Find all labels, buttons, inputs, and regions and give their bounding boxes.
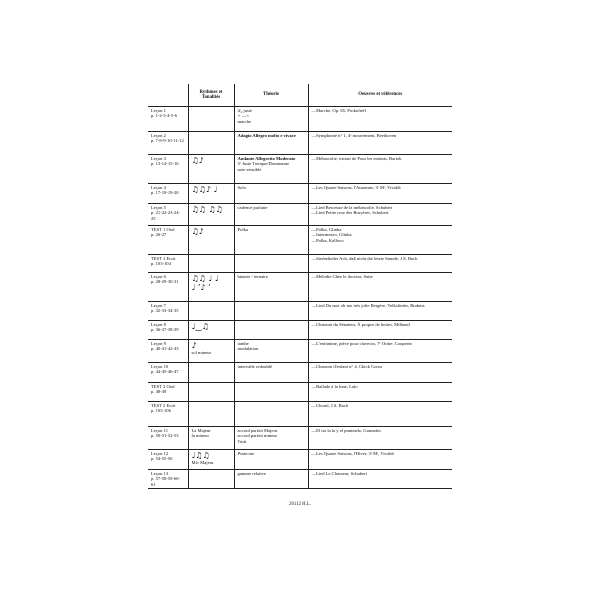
- theory-item: ⌢ —⌢: [237, 113, 250, 119]
- tonality-label: la mineur: [191, 433, 209, 439]
- lesson-cell: [148, 402, 188, 427]
- theory-cell: [234, 402, 308, 427]
- work-reference: —Chanson du Sénateur, À propos de bottes, Milhaud: [311, 322, 410, 327]
- lesson-cell: [148, 383, 188, 402]
- theory-cell: [234, 340, 308, 363]
- page-footer: 26112 H.L.: [289, 502, 311, 507]
- lesson-title: Leçon 3: [151, 156, 166, 161]
- rhythm-cell: [188, 321, 234, 340]
- theory-item: cadence parfaite: [237, 205, 268, 210]
- table-row: [148, 155, 452, 184]
- lesson-title: Leçon 13: [151, 471, 169, 476]
- table-row: [148, 273, 452, 302]
- rhythm-cell: [188, 204, 234, 226]
- table-row: [148, 132, 452, 155]
- works-cell: [308, 427, 452, 450]
- lesson-cell: [148, 340, 188, 363]
- theory-item: Solo: [237, 185, 246, 190]
- rhythm-cell: [188, 107, 234, 132]
- rhythm-notation: ♩♫♫: [191, 451, 210, 460]
- lesson-cell: [148, 204, 188, 226]
- table-row: [148, 302, 452, 321]
- rhythm-notation: ♫♪: [191, 156, 204, 165]
- work-reference: —Marche, Op. 65, Prokofieff: [311, 108, 367, 113]
- lesson-title: Leçon 7: [151, 303, 166, 308]
- works-cell: [308, 302, 452, 321]
- lesson-cell: [148, 470, 188, 489]
- rhythm-notation: ♫♪: [191, 227, 204, 236]
- lesson-title: TEST 2 Ecrit: [151, 403, 176, 408]
- rhythm-notation: ♪: [191, 341, 197, 350]
- lesson-title: TEST 1 Oral: [151, 227, 175, 232]
- work-reference: —Lied Berceuse de la mélancolie, Schubert: [311, 205, 393, 210]
- work-reference: —Intermezzo, Glinka: [311, 232, 352, 238]
- table-row: [148, 184, 452, 204]
- lesson-cell: [148, 273, 188, 302]
- works-cell: [308, 255, 452, 273]
- lesson-title: Leçon 11: [151, 428, 169, 433]
- lesson-pages: p. 54-55-56: [151, 456, 173, 462]
- theory-item: iambe: [237, 341, 249, 346]
- theory-item: Polka: [237, 227, 248, 232]
- work-reference: —Mélancolie, extrait de Pour les enfants, Bartok: [311, 156, 402, 161]
- theory-item: Pizzicato: [237, 451, 255, 456]
- works-cell: [308, 204, 452, 226]
- lesson-cell: [148, 302, 188, 321]
- work-reference: —Mélodie Chez le docteur, Satie: [311, 274, 373, 279]
- header-theory: Théorie: [234, 84, 308, 107]
- theory-cell: [234, 184, 308, 204]
- lesson-title: Leçon 12: [151, 451, 169, 456]
- table-row: [148, 255, 452, 273]
- theory-item: Andante Allegretto Moderato: [237, 156, 296, 161]
- lesson-cell: [148, 255, 188, 273]
- lesson-title: Leçon 8: [151, 322, 166, 327]
- theory-cell: [234, 204, 308, 226]
- table-row: [148, 107, 452, 132]
- table-row: [148, 340, 452, 363]
- lesson-pages: p. 57-58-59-60-61: [151, 476, 181, 487]
- theory-cell: [234, 226, 308, 255]
- theory-cell: [234, 450, 308, 470]
- theory-cell: [234, 302, 308, 321]
- theory-cell: [234, 363, 308, 383]
- rhythm-cell: [188, 132, 234, 155]
- lesson-cell: [148, 184, 188, 204]
- lesson-pages: p. 28-29-30-31: [151, 279, 179, 285]
- theory-cell: [234, 470, 308, 489]
- lesson-cell: [148, 132, 188, 155]
- rhythm-cell: [188, 427, 234, 450]
- works-cell: [308, 226, 452, 255]
- work-reference: —L'enfantine, pièce pour clavecin, 7ᵉ Ordre, Couperin: [311, 341, 412, 346]
- work-reference: —Ballade à la lune, Lalo: [311, 384, 358, 389]
- theory-item: Tutti: [237, 438, 247, 444]
- work-reference: —Lied Du moi oh mo très jolie Bergère, Volkslieder, Brahms: [311, 303, 425, 308]
- work-reference: —Lied Petite rose des Bruyères, Schubert: [311, 210, 389, 216]
- lesson-pages: p. 26-27: [151, 232, 167, 238]
- works-cell: [308, 470, 452, 489]
- works-cell: [308, 450, 452, 470]
- works-cell: [308, 155, 452, 184]
- lesson-title: Leçon 4: [151, 185, 166, 190]
- rhythm-cell: [188, 273, 234, 302]
- lesson-title: Leçon 2: [151, 133, 166, 138]
- work-reference: —Polka, Kalliwo: [311, 237, 344, 243]
- table-row: [148, 321, 452, 340]
- rhythm-notation: ♩‿♫: [191, 322, 209, 331]
- rhythm-notation: ♩ ’♪ ’: [191, 283, 211, 292]
- work-reference: —Sterbelieder Ach, daß nicht die letzte Stunde, J.S. Bach: [311, 256, 418, 261]
- works-cell: [308, 184, 452, 204]
- rhythm-cell: [188, 226, 234, 255]
- lesson-pages: p. 36-37-38-39: [151, 327, 179, 333]
- theory-item: gamme relative: [237, 471, 266, 476]
- lesson-cell: [148, 226, 188, 255]
- theory-item: accord parfait mineur: [237, 433, 278, 439]
- work-reference: —Lied Le Chasseur, Schubert: [311, 471, 367, 476]
- lesson-pages: p. 50-51-52-53: [151, 433, 179, 439]
- rhythm-cell: [188, 402, 234, 427]
- table-row: [148, 204, 452, 226]
- table-row: [148, 402, 452, 427]
- table-row: [148, 470, 452, 489]
- theory-item: modulation: [237, 346, 259, 352]
- lesson-title: Leçon 5: [151, 205, 166, 210]
- lesson-title: Leçon 6: [151, 274, 166, 279]
- lesson-pages: p. 21-22-23-24-25: [151, 210, 181, 221]
- table-row: [148, 383, 452, 402]
- lesson-pages: p. 48-49: [151, 389, 167, 395]
- works-cell: [308, 132, 452, 155]
- theory-item: intervalle redoublé: [237, 364, 273, 369]
- work-reference: —El tra la la y el punteado, Granados: [311, 428, 381, 433]
- lesson-title: Leçon 10: [151, 364, 169, 369]
- theory-item: marche: [237, 118, 252, 124]
- theory-item: 4⁄₄ juste: [237, 108, 252, 113]
- theory-cell: [234, 321, 308, 340]
- rhythm-cell: [188, 184, 234, 204]
- table-row: [148, 226, 452, 255]
- rhythm-cell: [188, 363, 234, 383]
- work-reference: —Polka, Glinka: [311, 227, 342, 232]
- theory-item: note sensible: [237, 166, 262, 172]
- works-cell: [308, 363, 452, 383]
- theory-cell: [234, 155, 308, 184]
- header-lesson: [148, 84, 188, 107]
- theory-item: accord parfait Majeur: [237, 428, 278, 433]
- table-header-row: [148, 84, 452, 107]
- lesson-pages: p. 105-106: [151, 408, 171, 414]
- tonality-label: Mi♭ Majeur: [191, 460, 214, 465]
- tonality-label: sol mineur: [191, 350, 212, 355]
- works-cell: [308, 321, 452, 340]
- lesson-pages: p. 13-14-15-16: [151, 161, 179, 167]
- lesson-pages: p. 44-45-46-47: [151, 369, 179, 375]
- lesson-title: Leçon 1: [151, 108, 166, 113]
- theory-cell: [234, 132, 308, 155]
- work-reference: —Chanson d'enfant n° 4, Chick Corea: [311, 364, 383, 369]
- rhythm-cell: [188, 470, 234, 489]
- lesson-pages: p. 103-104: [151, 261, 171, 267]
- work-reference: —Les Quatre Saisons, l'Automne, 3ᵉ Mᵗ, Vivaldi: [311, 185, 401, 190]
- header-rhythms: Rythmes et Tonalités: [188, 84, 234, 107]
- table-row: [148, 363, 452, 383]
- lesson-title: TEST 2 Oral: [151, 384, 175, 389]
- theory-item: 5ᵉ Juste Tonique/Dominante: [237, 161, 290, 167]
- rhythm-cell: [188, 155, 234, 184]
- lesson-pages: p. 7-8-9-10-11-12: [151, 138, 184, 144]
- header-works: Oeuvres et références: [308, 84, 452, 107]
- rhythm-notation: ♫♫ ♫♫: [191, 205, 223, 214]
- rhythm-cell: [188, 255, 234, 273]
- lesson-pages: p. 40-41-42-43: [151, 346, 179, 352]
- rhythm-cell: [188, 450, 234, 470]
- rhythm-cell: [188, 340, 234, 363]
- works-cell: [308, 340, 452, 363]
- table-row: [148, 427, 452, 450]
- lesson-cell: [148, 427, 188, 450]
- work-reference: —Les Quatre Saisons, l'Hiver, 3ᵉ Mᵗ, Vivaldi: [311, 451, 394, 456]
- works-cell: [308, 383, 452, 402]
- lesson-pages: p. 1-2-3-4-5-6: [151, 113, 178, 119]
- tonality-label: La Majeur: [191, 428, 211, 433]
- theory-cell: [234, 273, 308, 302]
- rhythm-notation: ♫♫♪ ♩: [191, 185, 218, 194]
- lesson-cell: [148, 107, 188, 132]
- theory-cell: [234, 427, 308, 450]
- lesson-cell: [148, 155, 188, 184]
- table-row: [148, 450, 452, 470]
- lesson-pages: p. 32-33-34-35: [151, 308, 179, 314]
- work-reference: —Choral, J.S. Bach: [311, 403, 349, 408]
- lesson-table: [148, 84, 452, 489]
- theory-item: Adagio Allegro molto e vivace: [237, 133, 296, 138]
- lesson-cell: [148, 450, 188, 470]
- works-cell: [308, 402, 452, 427]
- rhythm-cell: [188, 302, 234, 321]
- rhythm-notation: ♫♫ ♩ ♩: [191, 274, 219, 283]
- rhythm-cell: [188, 383, 234, 402]
- work-reference: —Symphonie n° 1, 4ᵉ mouvement, Beethoven: [311, 133, 397, 138]
- lesson-cell: [148, 363, 188, 383]
- lesson-pages: p. 17-18-19-20: [151, 190, 179, 196]
- theory-cell: [234, 107, 308, 132]
- works-cell: [308, 273, 452, 302]
- lesson-cell: [148, 321, 188, 340]
- works-cell: [308, 107, 452, 132]
- theory-item: binaire / ternaire: [237, 274, 268, 279]
- theory-cell: [234, 255, 308, 273]
- theory-cell: [234, 383, 308, 402]
- lesson-title: Leçon 9: [151, 341, 166, 346]
- lesson-title: TEST 1 Ecrit: [151, 256, 176, 261]
